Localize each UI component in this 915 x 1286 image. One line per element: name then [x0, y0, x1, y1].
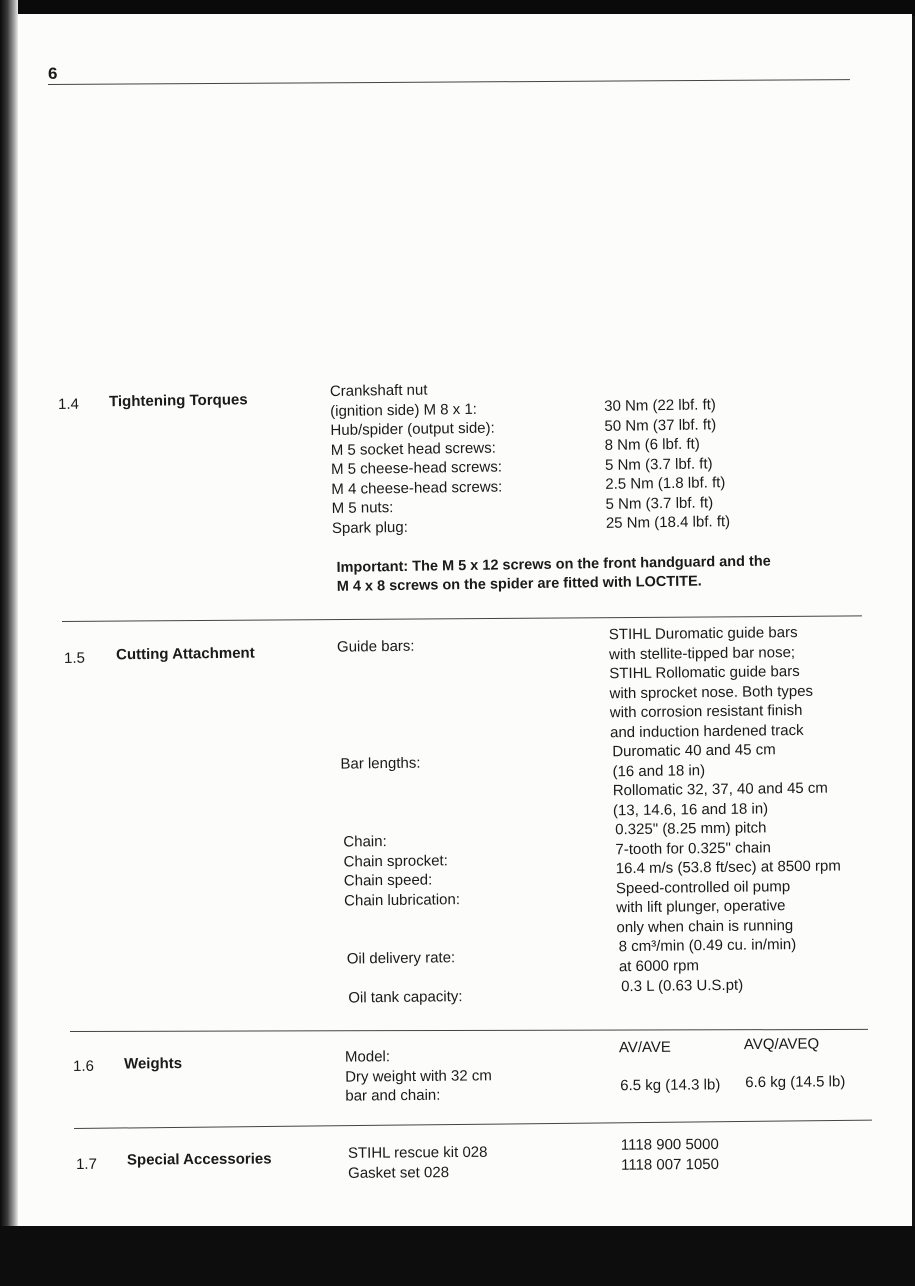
- scan-left-edge: [0, 0, 18, 1286]
- spec-label: Gasket set 028: [348, 1163, 450, 1182]
- spec-value: 16.4 m/s (53.8 ft/sec) at 8500 rpm: [615, 857, 841, 878]
- part-number: 1118 007 1050: [620, 1155, 719, 1174]
- spec-label: Model:: [344, 1048, 391, 1066]
- torque-value: 8 Nm (6 lbf. ft): [604, 435, 700, 454]
- guide-bars-values: [609, 623, 814, 742]
- torque-value: 5 Nm (3.7 lbf. ft): [605, 493, 714, 513]
- spec-label: Chain lubrication:: [343, 890, 461, 910]
- spec-value: (13, 14.6, 16 and 18 in): [612, 799, 769, 819]
- spec-value: Duromatic 40 and 45 cm: [612, 741, 776, 761]
- weights-labels: [345, 1046, 492, 1106]
- section-number: 1.7: [75, 1155, 97, 1173]
- spec-label: Chain:: [343, 833, 387, 851]
- scan-bottom-edge: [0, 1226, 915, 1286]
- section-title: Tightening Torques: [108, 391, 248, 411]
- weights-value: 6.5 kg (14.3 lb): [620, 1076, 721, 1095]
- spec-value: at 6000 rpm: [618, 956, 700, 975]
- spec-label: bar and chain:: [345, 1086, 441, 1105]
- torque-label: Hub/spider (output side):: [330, 419, 495, 439]
- spec-value: with sprocket nose. Both types: [609, 682, 814, 702]
- spec-value: STIHL Rollomatic guide bars: [609, 662, 800, 683]
- chain-values: [615, 817, 842, 937]
- section-title: Special Accessories: [126, 1150, 272, 1169]
- section-number: 1.5: [63, 649, 86, 667]
- torque-label: (ignition side) M 8 x 1:: [330, 400, 478, 420]
- spec-value: 0.325" (8.25 mm) pitch: [615, 819, 767, 839]
- spec-value: with corrosion resistant finish: [609, 701, 803, 722]
- page-number: 6: [48, 64, 58, 83]
- bar-lengths-label: Bar lengths:: [340, 754, 421, 773]
- torque-value: 2.5 Nm (1.8 lbf. ft): [605, 474, 726, 493]
- guide-bars-label: Guide bars:: [336, 637, 415, 656]
- torque-labels: [330, 379, 503, 538]
- spec-label: Chain speed:: [343, 871, 433, 890]
- bar-lengths-values: [612, 740, 828, 821]
- spec-value: STIHL Duromatic guide bars: [608, 623, 798, 644]
- spec-label: STIHL rescue kit 028: [347, 1143, 488, 1162]
- oil-delivery-values: [619, 935, 797, 976]
- torque-value: 5 Nm (3.7 lbf. ft): [604, 454, 713, 474]
- torque-value: 50 Nm (37 lbf. ft): [604, 415, 717, 435]
- section-title: Weights: [123, 1055, 183, 1073]
- accessories-labels: [348, 1143, 488, 1183]
- torque-value: 25 Nm (18.4 lbf. ft): [605, 513, 731, 532]
- torque-value: 30 Nm (22 lbf. ft): [604, 396, 716, 415]
- torque-values: [604, 395, 730, 533]
- torque-label: Crankshaft nut: [329, 381, 428, 400]
- torque-label: M 5 cheese-head screws:: [330, 458, 503, 478]
- torque-label: Spark plug:: [331, 518, 408, 537]
- accessories-values: [621, 1135, 719, 1175]
- weights-col-header: AVQ/AVEQ: [743, 1035, 820, 1054]
- section-number: 1.6: [72, 1057, 94, 1075]
- spec-label: Chain sprocket:: [343, 851, 448, 871]
- important-line: Important: The M 5 x 12 screws on the front handguard and the: [336, 553, 771, 576]
- spec-value: Rollomatic 32, 37, 40 and 45 cm: [612, 779, 828, 800]
- oil-tank-label: Oil tank capacity:: [348, 988, 463, 1007]
- spec-value: with lift plunger, operative: [616, 897, 786, 917]
- oil-delivery-label: Oil delivery rate:: [346, 949, 456, 968]
- torque-label: M 5 socket head screws:: [330, 439, 496, 459]
- torque-label: M 5 nuts:: [331, 499, 394, 517]
- spec-value: (16 and 18 in): [612, 761, 706, 780]
- part-number: 1118 900 5000: [620, 1135, 719, 1154]
- weights-value: 6.6 kg (14.5 lb): [745, 1073, 846, 1092]
- spec-value: and induction hardened track: [609, 721, 804, 741]
- important-line: M 4 x 8 screws on the spider are fitted with LOCTITE.: [336, 573, 702, 595]
- oil-tank-value: 0.3 L (0.63 U.S.pt): [621, 976, 744, 996]
- section-number: 1.4: [57, 395, 80, 414]
- spec-value: 7-tooth for 0.325" chain: [615, 838, 772, 858]
- spec-value: with stellite-tipped bar nose;: [608, 643, 796, 663]
- torque-label: M 4 cheese-head screws:: [331, 477, 503, 498]
- spec-value: Speed-controlled oil pump: [615, 877, 791, 897]
- spec-value: 8 cm³/min (0.49 cu. in/min): [618, 936, 797, 956]
- weights-col-header: AV/AVE: [618, 1038, 671, 1057]
- section-title: Cutting Attachment: [115, 644, 255, 664]
- spec-value: only when chain is running: [616, 916, 794, 936]
- chain-labels: [343, 831, 460, 910]
- important-note: [336, 552, 771, 596]
- spec-label: Dry weight with 32 cm: [345, 1066, 492, 1086]
